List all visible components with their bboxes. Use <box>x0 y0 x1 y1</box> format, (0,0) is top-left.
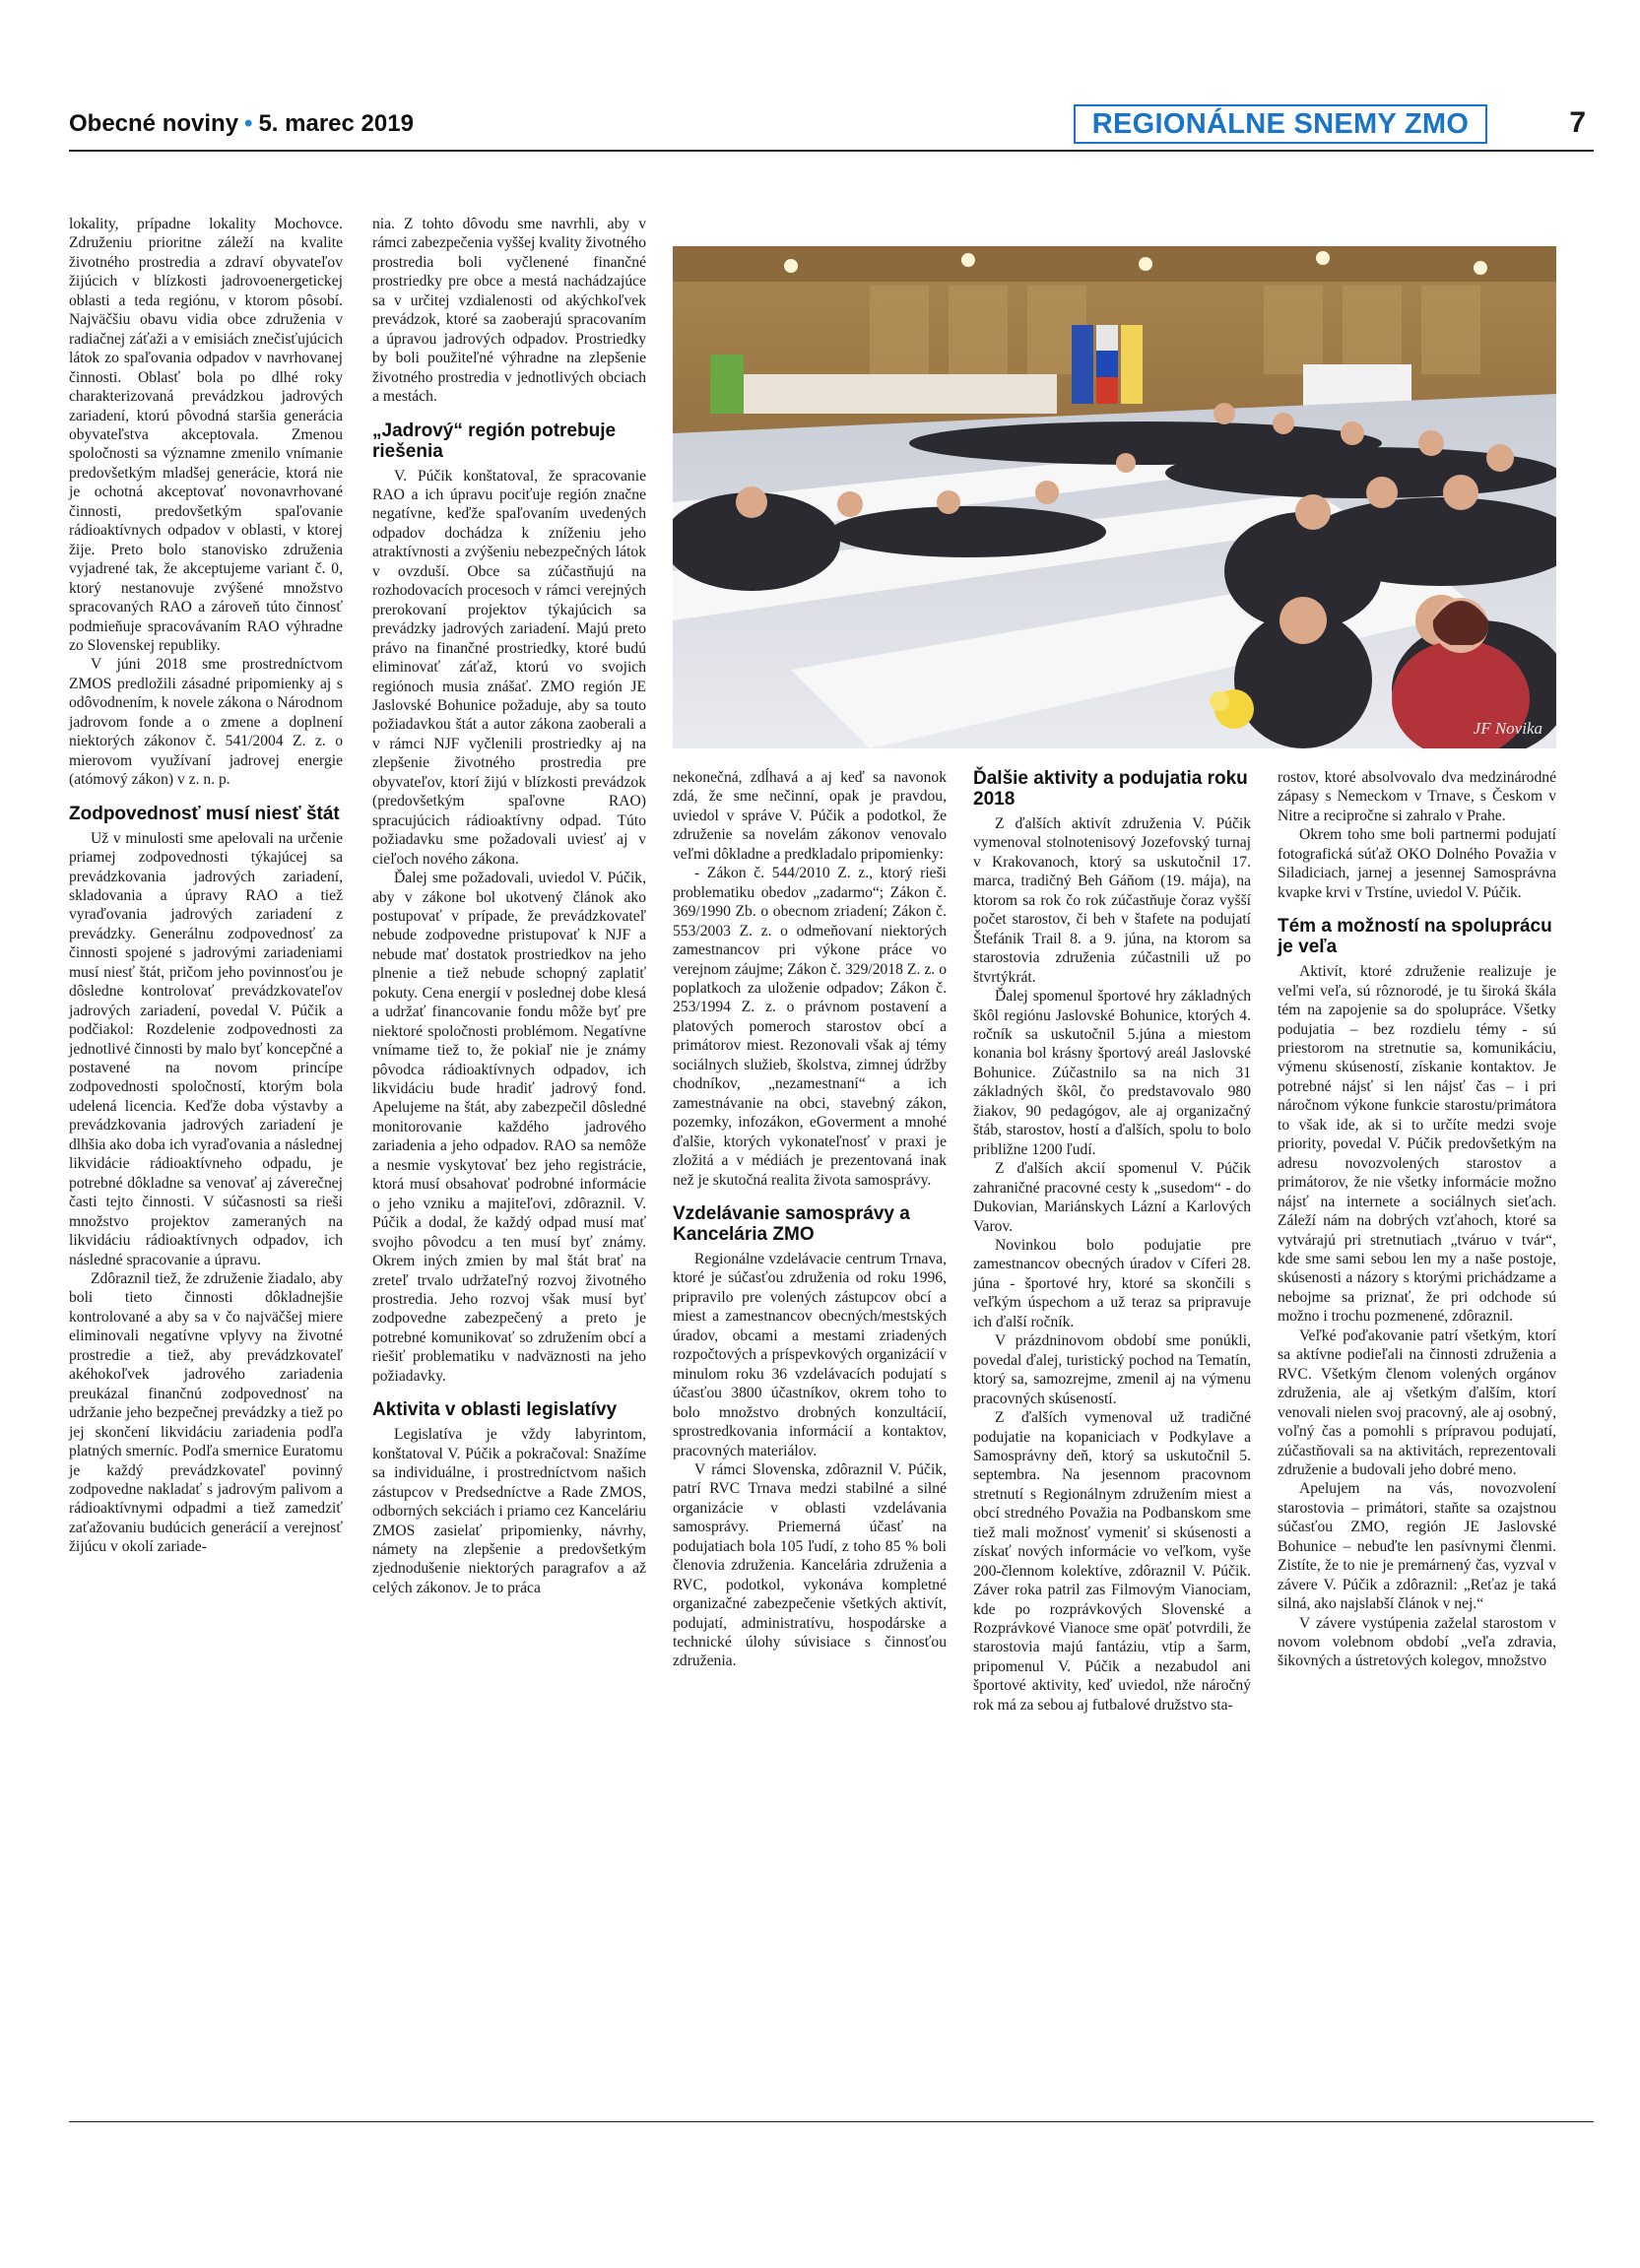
page-number: 7 <box>1569 106 1586 139</box>
paragraph: Ďalej sme požadovali, uviedol V. Púčik, aby v zákone bol ukotvený článok ako postupovať v prípade, že prevádzkovateľ nebude zodpovedne pristupovať k NJF a nebude mať dostatok prostriedkov na jeho plnenie a tiež nebude schopný zaplatiť pokuty. Cena energií v poslednej dobe klesá a udržať financovanie fondu môže byť pre niektoré spoločnosti problémom. Negatívne vnímame tiež to, že pokiaľ nie je známy pôvodca rádioaktívnych odpadov, ich likvidáciu bude hradiť jadrový fond. Apelujeme na štát, aby zabezpečil dôsledné monitorovanie každého jadrového zariadenia a jeho odpadov. RAO sa nemôže a nesmie vyskytovať bez jeho registrácie, ktorá musí obsahovať podrobné informácie o jeho vzniku a majiteľovi, zdôraznil. V. Púčik a dodal, že každý odpad musí mať svojho pôvodcu a ten musí byť známy. Okrem iných zmien by mal štát brať na zreteľ trvalo udržateľný rozvoj životného prostredia. Jeho rozvoj však musí byť zodpovedne zabezpečený a preto je potrebné komunikovať so združením obcí a riešiť problematiku v nadväznosti na jeho požiadavky. <box>372 870 646 1385</box>
subheading: Aktivita v oblasti legislatívy <box>372 1399 618 1421</box>
article-column-3 <box>673 768 947 1671</box>
subheading: Ďalšie aktivity a podujatia roku 2018 <box>973 768 1248 810</box>
publication-name: Obecné noviny <box>69 110 239 137</box>
header-rule <box>69 150 1594 152</box>
subheading: Tém a možností na spoluprácu je veľa <box>1278 916 1552 958</box>
paragraph: Ďalej spomenul športové hry základných škôl regiónu Jaslovské Bohunice, ktorých 4. ročník sa uskutočnil 5.júna a miestom konania bol krásny športový areál Jaslovské Bohunice. Zúčastnilo sa na nich 31 základných škôl, čo predstavovalo 980 žiakov, 90 pedagógov, ale aj organizačný štáb, starostov, hostí a ďalších, spolu to bolo približne 1200 ľudí. <box>973 988 1251 1158</box>
paragraph: Z ďalších vymenoval už tradičné podujatie na kopaniciach v Podkylave a Samosprávny deň, ktorý sa uskutočnil 5. septembra. Na jesennom pracovnom stretnutí s Regionálnym združením miest a obcí stredného Považia na Podbanskom sme tiež mali možnosť vymeniť si skúsenosti a získať nových informácie vo veľkom, vyše 200-člennom kolektíve, zdôraznil V. Púčik. Záver roka patril zas Filmovým Vianociam, kde po rozprávkových Slovenské a Rozprávkové Vianoce sme opäť potvrdili, že starostovia majú fantáziu, vtip a šarm, pripomenul V. Púčik a nezabudol ani športové aktivity, keď uviedol, nže náročný rok má za sebou aj futbalové družstvo sta- <box>973 1409 1251 1714</box>
paragraph: V závere vystúpenia zaželal starostom v novom volebnom období „veľa zdravia, šikovných a ústretových kolegov, množstvo <box>1278 1614 1556 1670</box>
paragraph: Z ďalších akcií spomenul V. Púčik zahraničné pracovné cesty k „susedom“ - do Dukovian, Mariánskych Lázní a Karlových Varov. <box>973 1160 1251 1235</box>
article-column-2 <box>372 215 646 1597</box>
conference-photo <box>673 246 1556 748</box>
article-column-1 <box>69 215 343 1557</box>
paragraph: V. Púčik konštatoval, že spracovanie RAO a ich úpravu pociťuje región značne negatívne, keďže spaľovaním uvedených odpadov dochádza k zníženiu jeho atraktívnosti a zvýšeniu nebezpečných látok v ovzduší. Obce sa zúčastňujú na rozhodovacích procesoch v rámci verejných prerokovaní projektov týkajúcich sa prevádzky jadrových zariadení. Majú preto právo na finančné prostriedky, ktoré budú eliminovať záťaž, ktorú vo svojich regiónoch musia znášať. ZMO región JE Jaslovské Bohunice požaduje, aby sa touto požiadavkou štát a autor zákona zaoberali a v rámci NJF vyčlenili prostriedky aj na zlepšenie životného prostredia pre obyvateľov, ktorí žijú v blízkosti prevádzok (predovšetkým spaľovne RAO) spracujúcich rádioaktívny odpad. Túto požiadavku sme požadovali uviesť aj v cieľoch nového zákona. <box>372 467 646 868</box>
paragraph: V júni 2018 sme prostredníctvom ZMOS predložili zásadné pripomienky aj s odôvodnením, k novele zákona o Národnom jadrovom fonde a o zmene a doplnení niektorých zákonov č. 541/2004 Z. z. o mierovom využívaní jadrovej energie (atómový zákon) v z. n. p. <box>69 656 343 789</box>
paragraph: Už v minulosti sme apelovali na určenie priamej zodpovednosti týkajúcej sa prevádzkovania jadrových zariadení, skladovania a úpravy RAO a tiež vyraďovania jadrových zariadení z prevádzky. Generálnu zodpovednosť za činnosti spojené s jadrovými zariadeniami musí niesť štát, pričom jeho povinnosťou je dôsledne kontrolovať prevádzkovateľov jadrových zariadení, povedal V. Púčik a podčiakol: Rozdelenie zodpovednosti za jednotlivé činnosti by malo byť koncepčné a postavené na novom princípe zodpovednosti spoločností, ktorým bola udelená licencia. Keďže doba výstavby a prevádzkovania jadrových zariadení je dlhšia ako doba ich vyraďovania a následnej likvidácie rádioaktívneho odpadu, je potrebné dôkladne sa venovať aj záverečnej časti tejto činnosti. V súčasnosti sa rieši množstvo projektov zameraných na likvidáciu rádioaktívnych odpadov, ich následné spracovanie a úpravu. <box>69 829 343 1268</box>
paragraph: Regionálne vzdelávacie centrum Trnava, ktoré je súčasťou združenia od roku 1996, pripravilo pre volených zástupcov obcí a miest a zamestnancov obecných/mestských úradov, obcami a mestami zriadených rozpočtových a príspevkových organizácií v minulom roku 36 vzdelávacích podujatí s účasťou 3800 účastníkov, okrem toho to bolo množstvo drobných konzultácií, sprostredkovania informácií a kontaktov, pracovných materiálov. <box>673 1250 947 1459</box>
paragraph: Legislatíva je vždy labyrintom, konštatoval V. Púčik a pokračoval: Snažíme sa individuálne, i prostredníctvom našich zástupcov v Predsedníctve a Rade ZMOS, odborných sekciách i priamo cez Kanceláriu ZMOS zasielať pripomienky, návrhy, námety na zlepšenie a predovšetkým zjednodušenie niektorých paragrafov a až celých zákonov. Je to práca <box>372 1426 646 1596</box>
paragraph: rostov, ktoré absolvovalo dva medzinárodné zápasy s Nemeckom v Trnave, s Českom v Nitre a recipročne si zahralo v Prahe. <box>1278 769 1556 824</box>
article-column-4 <box>973 768 1251 1715</box>
paragraph: - Zákon č. 544/2010 Z. z., ktorý rieši problematiku obedov „zadarmo“; Zákon č. 369/1990 Zb. o obecnom zriadení; Zákon č. 553/2003 Z. z. o odmeňovaní niektorých zamestnancov pri výkone práce vo verejnom záujme; Zákon č. 329/2018 Z. z. o poplatkoch za uloženie odpadov; Zákon č. 253/1994 Z. z. o právnom postavení a platových pomeroch starostov obcí a primátorov miest. Rezonovali však aj témy sociálnych služieb, školstva, zimnej údržby chodníkov, „nezamestnaní“ a ich zamestnávanie na obci, stavebný zákon, pozemky, infozákon, eGoverment a mnohé ďalšie, ktorých vykonateľnosť v praxi je zložitá a v médiách je prezentovaná inak než je skutočná realita života samosprávy. <box>673 865 947 1189</box>
paragraph: V prázdninovom období sme ponúkli, povedal ďalej, turistický pochod na Tematín, ktorý sa, samozrejme, zmenil aj na výmenu pracovných skúseností. <box>973 1332 1251 1407</box>
subheading: „Jadrový“ región potrebuje riešenia <box>372 420 617 462</box>
photo-credit: JF Novika <box>1473 719 1542 738</box>
paragraph: Okrem toho sme boli partnermi podujatí fotografická súťaž OKO Dolného Považia v Siladiciach, jarnej a jesennej Samosprávna kvapke krvi v Trstíne, uviedol V. Púčik. <box>1278 826 1556 901</box>
paragraph: Veľké poďakovanie patrí všetkým, ktorí sa aktívne podieľali na činnosti združenia a RVC. Všetkým členom volených orgánov združenia, ale aj všetkým ďalším, ktorí venovali nielen svoj pracovný, ale aj osobný, voľný čas a pomohli s prípravou podujatí, zúčastňovali sa na aktivitách, reprezentovali združenie a budovali jeho dobré meno. <box>1278 1327 1556 1478</box>
paragraph: Apelujem na vás, novozvolení starostovia – primátori, staňte sa ozajstnou súčasťou ZMO, región JE Jaslovské Bohunice – nebuďte len pasívnymi členmi. Zistíte, že to nie je premárnený čas, vyzval v závere V. Púčik a zdôraznil: „Reťaz je taká silná, ako najslabší článok v nej.“ <box>1278 1480 1556 1613</box>
footer-rule <box>69 2121 1594 2122</box>
paragraph: V rámci Slovenska, zdôraznil V. Púčik, patrí RVC Trnava medzi stabilné a silné organizácie v oblasti vzdelávania samosprávy. Priemerná účasť na podujatiach bola 105 ľudí, z toho 85 % boli členovia združenia. Kancelária združenia a RVC, podotkol, vykonáva kompletné organizačné zabezpečenie všetkých aktivít, podujatí, administratívu, hospodárske a technické úlohy súvisiace s činnosťou združenia. <box>673 1460 947 1670</box>
section-title: REGIONÁLNE SNEMY ZMO <box>1074 104 1487 144</box>
subheading: Vzdelávanie samosprávy a Kancelária ZMO <box>673 1202 910 1245</box>
paragraph: nia. Z tohto dôvodu sme navrhli, aby v rámci zabezpečenia vyššej kvality životného prostredia boli vyčlenené finančné prostriedky pre obce a mestá nachádzajúce sa v určitej vzdialenosti od akýchkoľvek prevádzok, ktoré sa zaoberajú spracovaním a úpravou jadrových odpadov. Prostriedky by boli použiteľné výhradne na zlepšenie životného prostredia v jednotlivých obciach a mestách. <box>372 216 646 406</box>
paragraph: lokality, prípadne lokality Mochovce. Združeniu prioritne záleží na kvalite životného prostredia a zdraví obyvateľov žijúcich v blízkosti jadrovoenergetickej oblasti a teda regiónu, v ktorom pôsobí. Najväčšiu obavu vidia obce združenia v radiačnej záťaži a v emisiách znečisťujúcich látok zo spaľovania odpadov v navrhovanej činnosti. Oblasť bola po dlhé roky charakterizovaná prevádzkou jadrových zariadení, ktorú pôvodná staršia generácia obyvateľstva akceptovala. Zmenou spoločnosti sa významne zmenilo vnímanie predovšetkým mladšej generácie, ktorá nie je ochotná akceptovať novonavrhované činnosti, predovšetkým spaľovanie rádioaktívnych odpadov v oblasti, v ktorej žije. Preto bolo stanovisko združenia vyjadrené tak, že akceptujeme variant č. 0, ktorý nestanovuje zvýšené množstvo spracovaných RAO a zároveň túto činnosť podmieňuje spracovávaním RAO výhradne zo Slovenskej republiky. <box>69 216 343 654</box>
paragraph: Aktivít, ktoré združenie realizuje je veľmi veľa, sú rôznorodé, je tu široká škála tém na zapojenie sa do spolupráce. Všetky podujatia – bez rozdielu témy - sú priestorom na stretnutie sa, komunikáciu, výmenu skúseností, získanie kontaktov. Je potrebné nájsť si len nájsť čas – i pri náročnom výkone funkcie starostu/primátora to však ide, ak si to určíte medzi svoje priority, povedal V. Púčik predovšetkým na adresu novozvolených starostov a primátorov, že nie všetky informácie možno nájsť na internete a sociálnych sieťach. Záleží nám na dobrých vzťahoch, ktoré sa vytvárajú pri stretnutiach „tváruo v tvár“, kde sme sami sebou len my a naše postoje, skúsenosti a názory s ktorými prichádzame a nebojme sa priznať, že pri odchode sú možno i trochu pozmenené, zdôraznil. <box>1278 963 1556 1326</box>
issue-date: 5. marec 2019 <box>258 110 414 137</box>
separator-dot: • <box>244 110 253 137</box>
paragraph: Z ďalších aktivít združenia V. Púčik vymenoval stolnotenisový Jozefovský turnaj v Krakovanoch, ktorý sa uskutočnil 17. marca, tradičný Beh Gáňom (19. mája), na ktorom sa rok čo rok zúčastňuje čoraz vyšší počet starostov, či beh v štafete na podujatí Štefánik Trail 8. a 9. júna, na ktorom sa starostovia združenia zúčastnili už po štvrtýkrát. <box>973 815 1251 986</box>
masthead <box>69 110 414 138</box>
subheading: Zodpovednosť musí niesť štát <box>69 803 340 824</box>
paragraph: Novinkou bolo podujatie pre zamestnancov obecných úradov v Cíferi 28. júna - športové hry, ktoré sa skončili s veľkým úspechom a už teraz sa pripravuje ich ďalší ročník. <box>973 1236 1251 1330</box>
article-column-5 <box>1278 768 1556 1671</box>
page-header <box>69 104 1594 148</box>
paragraph: Zdôraznil tiež, že združenie žiadalo, aby boli tieto činnosti dôkladnejšie kontrolované a aby sa v čo najväčšej miere eliminovali negatívne vplyvy na životné prostredie a tiež, aby prevádzkovateľ akéhokoľvek jadrového zariadenia preukázal finančnú zodpovednosť na udržanie jeho bezpečnej prevádzky a tiež po jej skončení likvidáciu zariadenia podľa platných smerníc. Podľa smernice Euratomu je každý prevádzkovateľ povinný zodpovedne nakladať s jadrovým palivom a rádioaktívnymi odpadmi a tiež zamedziť zaťažovaniu budúcich generácií a verejnosť žijúcu v okolí zariade- <box>69 1270 343 1556</box>
paragraph: nekonečná, zdĺhavá a aj keď sa navonok zdá, že sme nečinní, opak je pravdou, uviedol v správe V. Púčik a podotkol, že združenie sa novelám zákonov venovalo veľmi dôkladne a predkladalo pripomienky: <box>673 769 947 863</box>
